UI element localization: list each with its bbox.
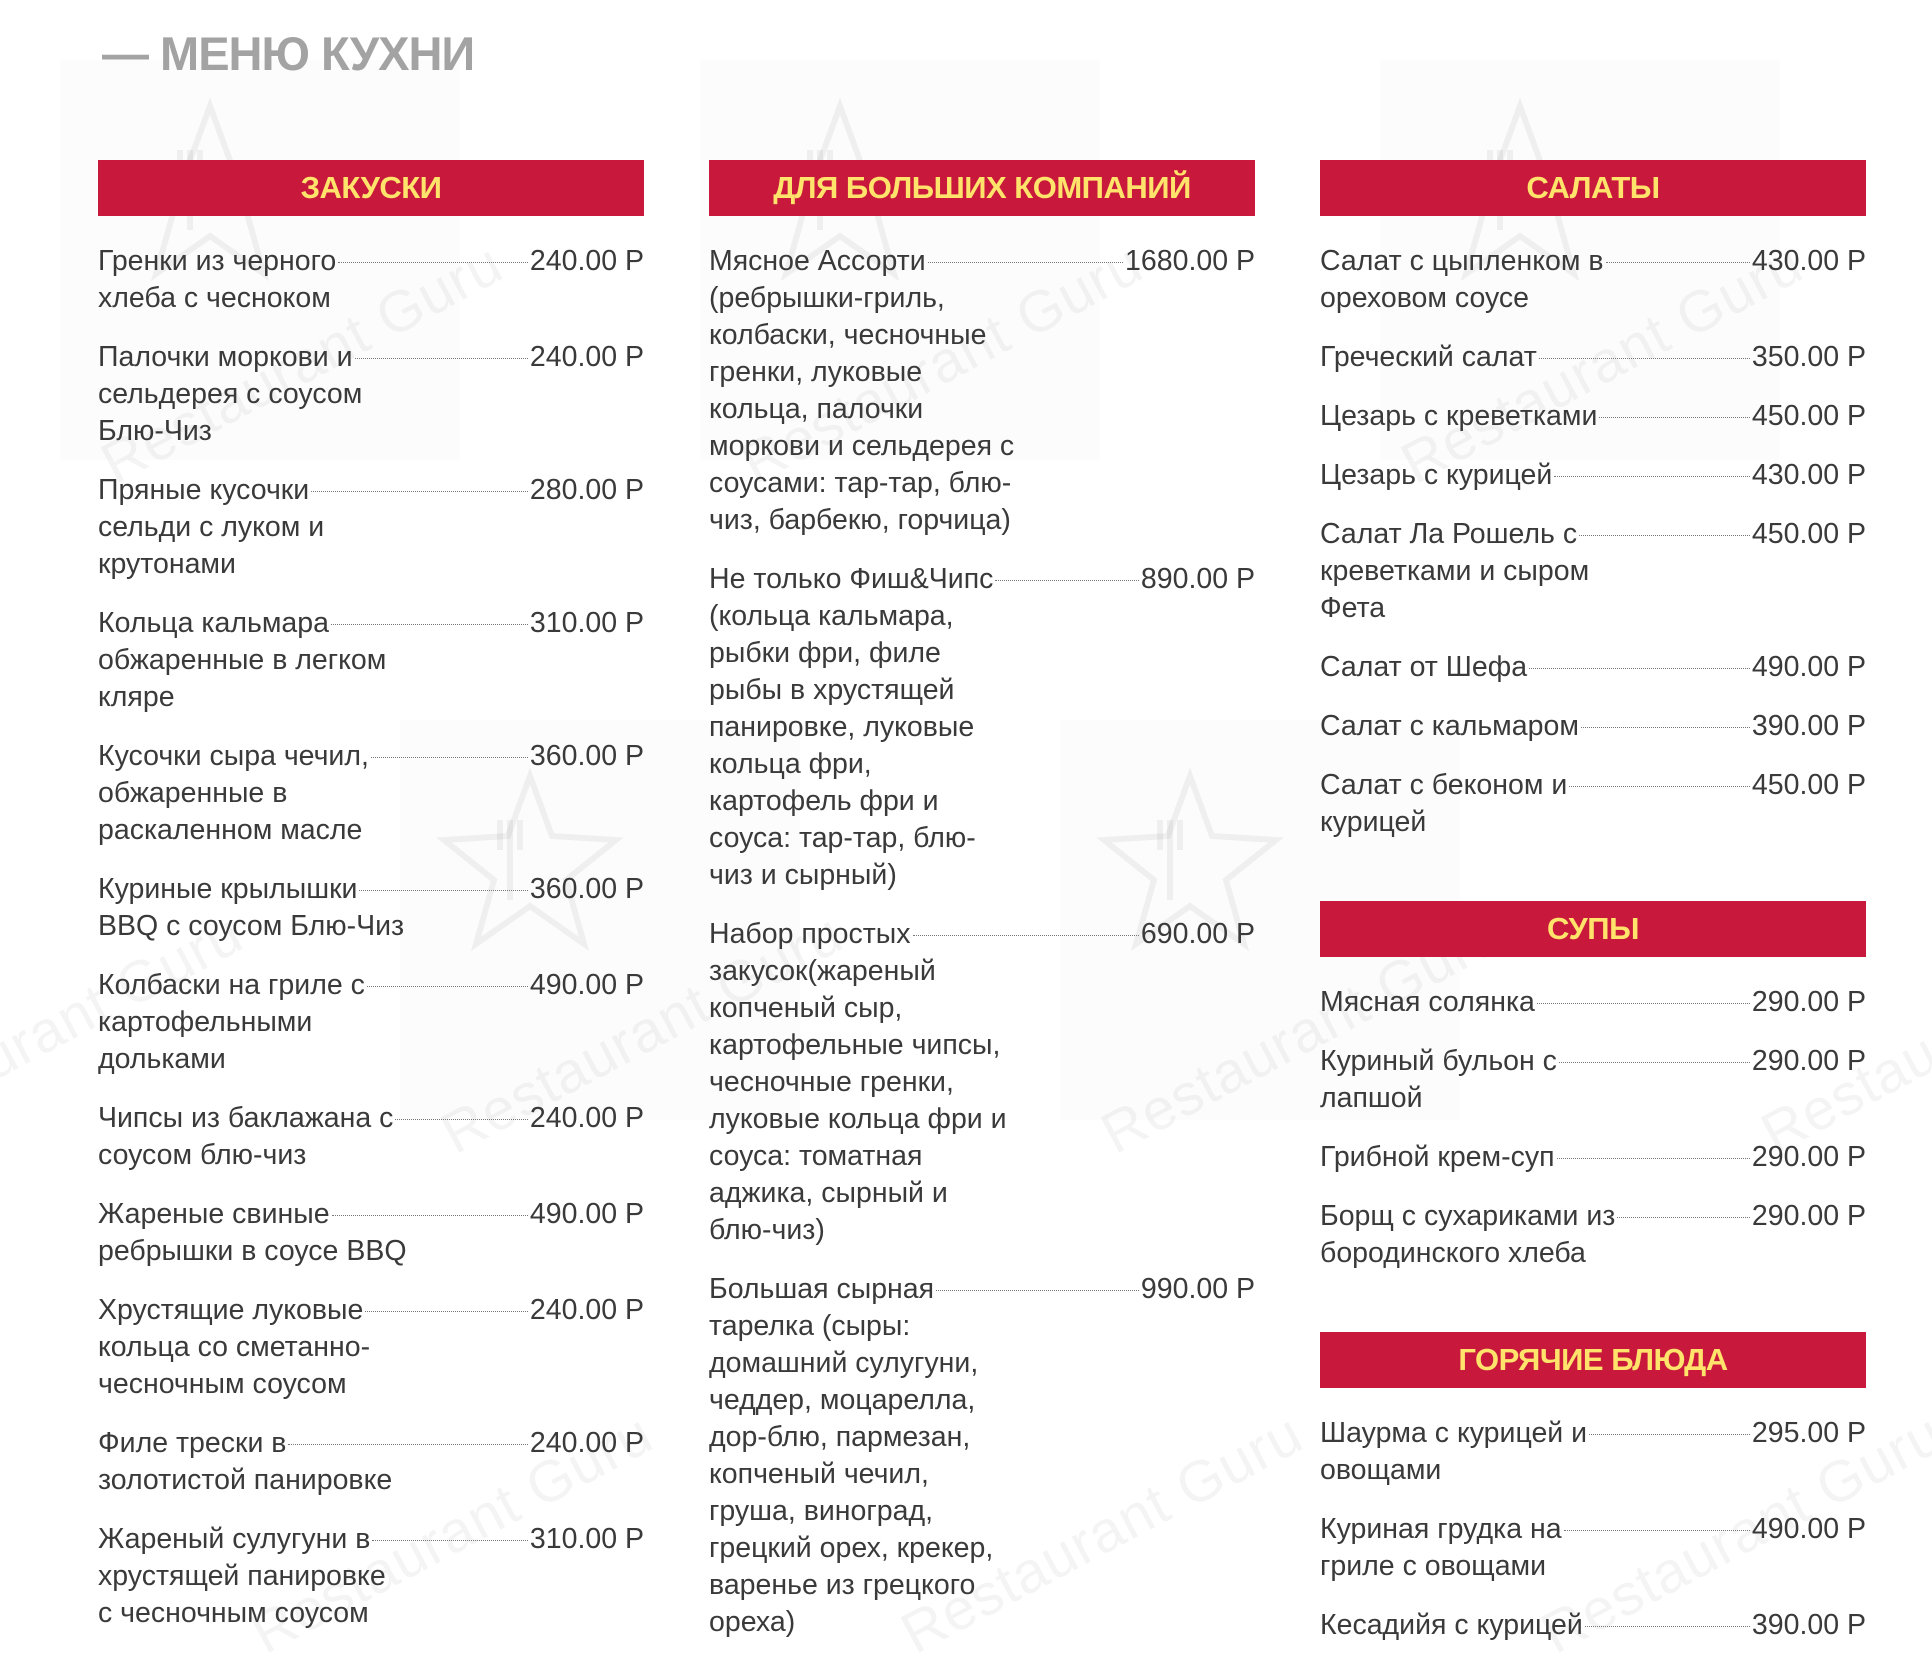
- menu-item-description: сельдерея с соусом Блю-Чиз: [98, 378, 363, 447]
- menu-item-line: [1320, 457, 1866, 494]
- dot-leader: [338, 262, 528, 263]
- menu-item-description: овощами: [1320, 1454, 1442, 1486]
- menu-item: [98, 871, 644, 945]
- menu-item-line: [1320, 1607, 1866, 1644]
- menu-item-description: курицей: [1320, 806, 1427, 838]
- menu-item-line: [98, 1292, 644, 1329]
- menu-item-price: 350.00 Р: [1751, 341, 1866, 373]
- dot-leader: [936, 1290, 1139, 1291]
- dot-leader: [359, 890, 527, 891]
- menu-item-line: [1320, 516, 1866, 553]
- menu-item-name: Салат от Шефа: [1320, 651, 1528, 683]
- menu-item: [98, 605, 644, 716]
- menu-item-line: [98, 967, 644, 1004]
- menu-item-price: 450.00 Р: [1751, 518, 1866, 550]
- menu-item-line: [1320, 398, 1866, 435]
- menu-item-price: 690.00 Р: [1140, 918, 1255, 950]
- menu-item-line: [709, 1271, 1255, 1308]
- section-header: ЗАКУСКИ: [98, 160, 644, 216]
- menu-item: [1320, 243, 1866, 317]
- dot-leader: [331, 624, 528, 625]
- menu-item-description: золотистой панировке: [98, 1464, 393, 1496]
- menu-item-name: Мясное Ассорти: [709, 245, 926, 277]
- menu-item-description: (кольца кальмара, рыбки фри, филе рыбы в хрустящей панировке, луковые кольца фри, картофель фри и соуса: тар-тар, блю- чиз и сырный): [709, 600, 976, 891]
- menu-item-name: Жареные свиные: [98, 1198, 330, 1230]
- menu-item: [709, 243, 1255, 539]
- menu-item-description: бородинского хлеба: [1320, 1237, 1586, 1269]
- menu-item-price: 295.00 Р: [1751, 1417, 1866, 1449]
- menu-item: [709, 1271, 1255, 1641]
- menu-item: [709, 561, 1255, 894]
- menu-item-line: [1320, 1139, 1866, 1176]
- menu-item-line: [1320, 1043, 1866, 1080]
- menu-item-description: BBQ с соусом Блю-Чиз: [98, 910, 405, 942]
- menu-item-name: Хрустящие луковые: [98, 1294, 364, 1326]
- menu-column: [709, 160, 1255, 1654]
- dot-leader: [1557, 1158, 1750, 1159]
- menu-item: [98, 1292, 644, 1403]
- dot-leader: [1569, 786, 1750, 787]
- section-header: ДЛЯ БОЛЬШИХ КОМПАНИЙ: [709, 160, 1255, 216]
- menu-item-price: 310.00 Р: [529, 1523, 644, 1555]
- menu-item-line: [98, 243, 644, 280]
- menu-item-name: Жареный сулугуни в: [98, 1523, 371, 1555]
- dot-leader: [928, 262, 1123, 263]
- menu-column: [98, 160, 644, 1654]
- menu-item-name: Куриная грудка на: [1320, 1513, 1562, 1545]
- menu-item-description: закусок(жареный копченый сыр, картофельные чипсы, чесночные гренки, луковые кольца фри и соуса: томатная аджика, сырный и блю-чиз): [709, 955, 1007, 1246]
- menu-item: [98, 738, 644, 849]
- menu-item-price: 240.00 Р: [529, 1294, 644, 1326]
- menu-item-name: Грибной крем-суп: [1320, 1141, 1555, 1173]
- menu-items-list: [1320, 1388, 1866, 1644]
- dot-leader: [1554, 476, 1750, 477]
- menu-item: [1320, 1511, 1866, 1585]
- menu-item-price: 390.00 Р: [1751, 710, 1866, 742]
- dot-leader: [1589, 1434, 1750, 1435]
- dot-leader: [355, 358, 528, 359]
- menu-item: [1320, 1415, 1866, 1489]
- menu-item-line: [98, 1425, 644, 1462]
- menu-item-line: [1320, 649, 1866, 686]
- menu-item-price: 390.00 Р: [1751, 1609, 1866, 1641]
- menu-item-description: гриле с овощами: [1320, 1550, 1547, 1582]
- menu-item-description: обжаренные в раскаленном масле: [98, 777, 363, 846]
- menu-item-name: Мясная солянка: [1320, 986, 1535, 1018]
- section-header: СУПЫ: [1320, 901, 1866, 957]
- menu-item-line: [1320, 984, 1866, 1021]
- dot-leader: [311, 491, 528, 492]
- menu-item-description: ребрышки в соусе BBQ: [98, 1235, 407, 1267]
- menu-item-price: 490.00 Р: [1751, 1513, 1866, 1545]
- menu-item-line: [98, 871, 644, 908]
- menu-item: [1320, 398, 1866, 435]
- menu-item-line: [709, 243, 1255, 280]
- menu-item-description: соусом блю-чиз: [98, 1139, 307, 1171]
- menu-item-price: 490.00 Р: [529, 969, 644, 1001]
- menu-item-name: Пряные кусочки: [98, 474, 310, 506]
- dot-leader: [995, 580, 1138, 581]
- menu-item-description: кольца со сметанно- чесночным соусом: [98, 1331, 371, 1400]
- menu-item-description: картофельными дольками: [98, 1006, 313, 1075]
- dot-leader: [1539, 358, 1750, 359]
- menu-item-description: креветками и сыром Фета: [1320, 555, 1590, 624]
- menu-item: [98, 967, 644, 1078]
- menu-item-line: [1320, 1511, 1866, 1548]
- menu-item-price: 450.00 Р: [1751, 400, 1866, 432]
- menu-item-price: 430.00 Р: [1751, 245, 1866, 277]
- menu-item-price: 450.00 Р: [1751, 769, 1866, 801]
- menu-item-line: [1320, 767, 1866, 804]
- dot-leader: [1585, 1626, 1750, 1627]
- dot-leader: [1564, 1530, 1750, 1531]
- menu-item: [98, 1521, 644, 1632]
- menu-item-name: Кусочки сыра чечил,: [98, 740, 369, 772]
- menu-item: [1320, 767, 1866, 841]
- menu-items-list: [1320, 957, 1866, 1272]
- menu-item-price: 290.00 Р: [1751, 1045, 1866, 1077]
- menu-item-description: (ребрышки-гриль, колбаски, чесночные гренки, луковые кольца, палочки моркови и сельдерея с соусами: тар-тар, блю- чиз, барбекю, горчица): [709, 282, 1015, 536]
- menu-item-price: 430.00 Р: [1751, 459, 1866, 491]
- dot-leader: [1581, 727, 1750, 728]
- menu-item: [98, 472, 644, 583]
- menu-item-name: Борщ с сухариками из: [1320, 1200, 1616, 1232]
- menu-item-name: Шаурма с курицей и: [1320, 1417, 1588, 1449]
- menu-item-price: 360.00 Р: [529, 873, 644, 905]
- menu-item-line: [1320, 243, 1866, 280]
- menu-item-line: [98, 1521, 644, 1558]
- menu-item-line: [1320, 339, 1866, 376]
- menu-item: [98, 1196, 644, 1270]
- menu-item-price: 290.00 Р: [1751, 1141, 1866, 1173]
- menu-item-price: 240.00 Р: [529, 1102, 644, 1134]
- menu-items-list: [709, 216, 1255, 1641]
- menu-item-price: 890.00 Р: [1140, 563, 1255, 595]
- dot-leader: [1537, 1003, 1750, 1004]
- menu-item: [1320, 1198, 1866, 1272]
- dot-leader: [913, 935, 1139, 936]
- menu-item-price: 240.00 Р: [529, 245, 644, 277]
- menu-item-description: ореховом соусе: [1320, 282, 1530, 314]
- menu-item-price: 240.00 Р: [529, 1427, 644, 1459]
- menu-items-list: [98, 216, 644, 1632]
- menu-item-description: сельди с луком и крутонами: [98, 511, 325, 580]
- menu-item: [1320, 1043, 1866, 1117]
- menu-item-name: Греческий салат: [1320, 341, 1537, 373]
- menu-section: [709, 160, 1255, 1641]
- menu-section: [98, 160, 644, 1632]
- section-spacer: [1320, 1294, 1866, 1332]
- menu-item-name: Набор простых: [709, 918, 911, 950]
- menu-item-price: 290.00 Р: [1751, 1200, 1866, 1232]
- menu-item-line: [98, 605, 644, 642]
- menu-item-name: Палочки моркови и: [98, 341, 353, 373]
- menu-item-name: Чипсы из баклажана с: [98, 1102, 394, 1134]
- menu-item-line: [709, 561, 1255, 598]
- menu-item-line: [1320, 1198, 1866, 1235]
- page-title: — МЕНЮ КУХНИ: [102, 27, 475, 80]
- dot-leader: [1606, 262, 1750, 263]
- menu-item-name: Салат Ла Рошель с: [1320, 518, 1578, 550]
- menu-item-line: [98, 738, 644, 775]
- menu-item: [709, 916, 1255, 1249]
- menu-item: [1320, 457, 1866, 494]
- section-spacer: [1320, 863, 1866, 901]
- menu-item-name: Кольца кальмара: [98, 607, 329, 639]
- menu-item-price: 360.00 Р: [529, 740, 644, 772]
- dot-leader: [1579, 535, 1750, 536]
- menu-item-line: [1320, 1415, 1866, 1452]
- dot-leader: [367, 986, 528, 987]
- menu-item-line: [98, 1196, 644, 1233]
- menu-item-name: Цезарь с курицей: [1320, 459, 1553, 491]
- menu-item-price: 490.00 Р: [529, 1198, 644, 1230]
- menu-item-price: 310.00 Р: [529, 607, 644, 639]
- menu-item-name: Большая сырная: [709, 1273, 935, 1305]
- dot-leader: [1599, 417, 1749, 418]
- menu-item-price: 240.00 Р: [529, 341, 644, 373]
- menu-item-price: 290.00 Р: [1751, 986, 1866, 1018]
- section-header: ГОРЯЧИЕ БЛЮДА: [1320, 1332, 1866, 1388]
- menu-section: [1320, 901, 1866, 1272]
- menu-item-price: 490.00 Р: [1751, 651, 1866, 683]
- menu-item-name: Салат с беконом и: [1320, 769, 1568, 801]
- menu-item-description: тарелка (сыры: домашний сулугуни, чеддер, моцарелла, дор-блю, пармезан, копченый чечил, груша, виноград, грецкий орех, крекер, варенье из грецкого ореха): [709, 1310, 994, 1638]
- menu-item-name: Кесадийя с курицей: [1320, 1609, 1583, 1641]
- menu-item: [98, 1100, 644, 1174]
- menu-item: [1320, 708, 1866, 745]
- menu-item: [98, 243, 644, 317]
- menu-item-line: [98, 472, 644, 509]
- menu-item: [1320, 516, 1866, 627]
- menu-column: [1320, 160, 1866, 1654]
- menu-item-description: хрустящей панировке с чесночным соусом: [98, 1560, 386, 1629]
- menu-item: [98, 339, 644, 450]
- menu-item-line: [98, 1100, 644, 1137]
- menu-item-description: хлеба с чесноком: [98, 282, 331, 314]
- menu-item: [1320, 1607, 1866, 1644]
- menu-item-price: 280.00 Р: [529, 474, 644, 506]
- menu-section: [1320, 1332, 1866, 1644]
- dot-leader: [395, 1119, 528, 1120]
- menu-item-name: Цезарь с креветками: [1320, 400, 1598, 432]
- section-header: САЛАТЫ: [1320, 160, 1866, 216]
- menu-items-list: [1320, 216, 1866, 841]
- menu-item-name: Куриный бульон с: [1320, 1045, 1557, 1077]
- menu-item: [1320, 339, 1866, 376]
- menu-item-name: Колбаски на гриле с: [98, 969, 365, 1001]
- menu-item-name: Не только Фиш&Чипс: [709, 563, 994, 595]
- menu-section: [1320, 160, 1866, 841]
- dot-leader: [372, 1540, 528, 1541]
- menu-item-name: Филе трески в: [98, 1427, 287, 1459]
- menu-item-name: Гренки из черного: [98, 245, 337, 277]
- dot-leader: [371, 757, 528, 758]
- menu-item: [98, 1425, 644, 1499]
- menu-item-line: [1320, 708, 1866, 745]
- menu-item-description: обжаренные в легком кляре: [98, 644, 387, 713]
- dot-leader: [1559, 1062, 1750, 1063]
- dot-leader: [365, 1311, 528, 1312]
- menu-item: [1320, 984, 1866, 1021]
- menu-item: [1320, 1139, 1866, 1176]
- dot-leader: [332, 1215, 528, 1216]
- menu-item-name: Салат с кальмаром: [1320, 710, 1579, 742]
- menu-item-name: Куриные крылышки: [98, 873, 358, 905]
- menu-item-name: Салат с цыпленком в: [1320, 245, 1604, 277]
- menu-item-line: [98, 339, 644, 376]
- menu-item: [1320, 649, 1866, 686]
- menu-item-line: [709, 916, 1255, 953]
- dot-leader: [1617, 1217, 1750, 1218]
- dot-leader: [288, 1444, 527, 1445]
- menu-item-price: 1680.00 Р: [1125, 245, 1255, 277]
- menu-item-description: лапшой: [1320, 1082, 1423, 1114]
- menu-item-price: 990.00 Р: [1140, 1273, 1255, 1305]
- dot-leader: [1529, 668, 1750, 669]
